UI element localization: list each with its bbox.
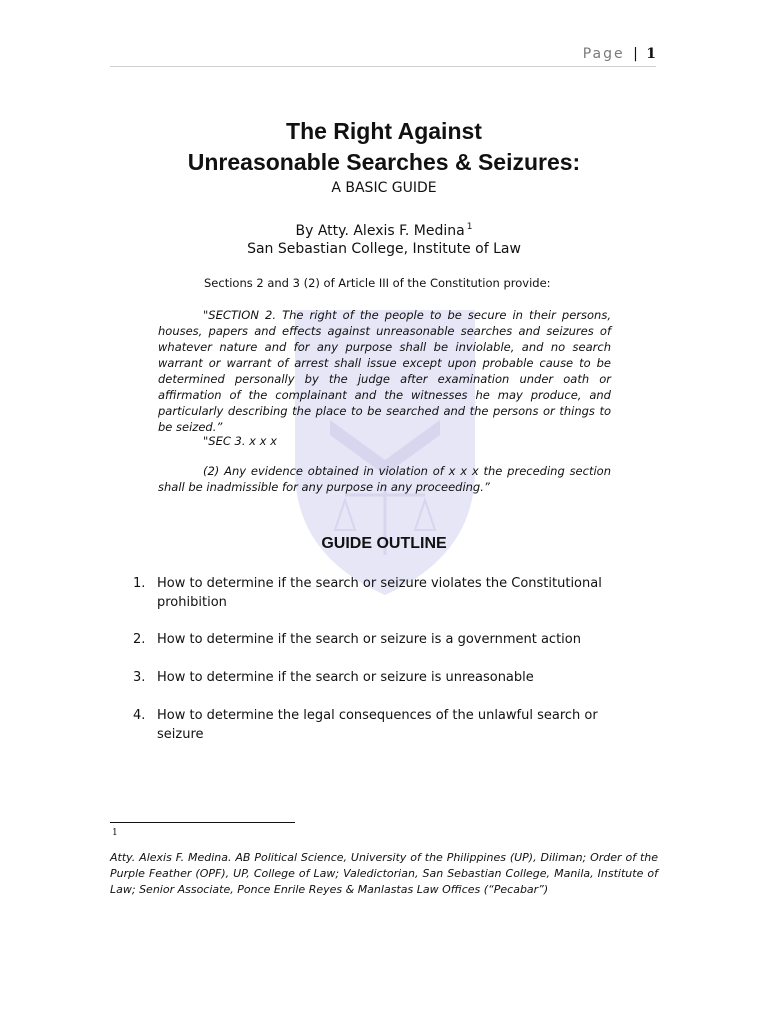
footnote-mark: 1 (112, 828, 118, 838)
intro-paragraph: Sections 2 and 3 (2) of Article III of the Constitution provide: (204, 276, 551, 290)
page-label: Page (582, 46, 625, 62)
outline-item-number: 1. (133, 576, 146, 591)
outline-item (133, 574, 623, 612)
outline-item-text: How to determine if the search or seizure violates the Constitutional prohibition (157, 576, 602, 610)
outline-item-text: How to determine if the search or seizure is a government action (157, 632, 581, 647)
outline-item (133, 630, 623, 649)
author-institution: San Sebastian College, Institute of Law (247, 241, 521, 257)
outline-item-text: How to determine the legal consequences of the unlawful search or seizure (157, 708, 598, 742)
title-line-1: The Right Against (286, 118, 482, 144)
outline-item-number: 3. (133, 670, 146, 685)
outline-item-number: 2. (133, 632, 146, 647)
page-header (110, 46, 656, 62)
outline-item (133, 706, 623, 744)
quote-section-3-body: (2) Any evidence obtained in violation of x x x the preceding section shall be inadmissible for any purpose in any proceeding.” (158, 464, 611, 494)
footnote-rule (110, 822, 295, 823)
quote-section-3-head: "SEC 3. x x x (203, 434, 277, 448)
author-name: By Atty. Alexis F. Medina (295, 223, 465, 239)
page-number: 1 (646, 46, 656, 62)
footnote-text: Atty. Alexis F. Medina. AB Political Science, University of the Philippines (UP), Diliman; Order of the Purple Feather (OPF), UP, College of Law; Valedictorian, San Sebastian College, Manila, Institute of Law; Senior Associate, Ponce Enrile Reyes & Manlastas Law Offices (“Pecabar”) (110, 851, 658, 896)
footnote-ref[interactable]: 1 (466, 222, 473, 232)
header-rule (110, 66, 656, 67)
subtitle: A BASIC GUIDE (331, 180, 437, 196)
author-byline (0, 222, 768, 239)
outline-item (133, 668, 623, 687)
outline-item-number: 4. (133, 708, 146, 723)
title-line-2: Unreasonable Searches & Seizures: (187, 149, 581, 175)
outline-heading: GUIDE OUTLINE (321, 535, 447, 552)
page-separator: | (633, 46, 638, 62)
outline-item-text: How to determine if the search or seizure is unreasonable (157, 670, 534, 685)
quote-section-2: "SECTION 2. The right of the people to be secure in their persons, houses, papers and effects against unreasonable searches and seizures of whatever nature and for any purpose shall be inviolable, and no search warrant or warrant of arrest shall issue except upon probable cause to be determined personally by the judge after examination under oath or affirmation of the complainant and the witnesses he may produce, and particularly describing the place to be searched and the persons or things to be seized.” (158, 308, 611, 434)
